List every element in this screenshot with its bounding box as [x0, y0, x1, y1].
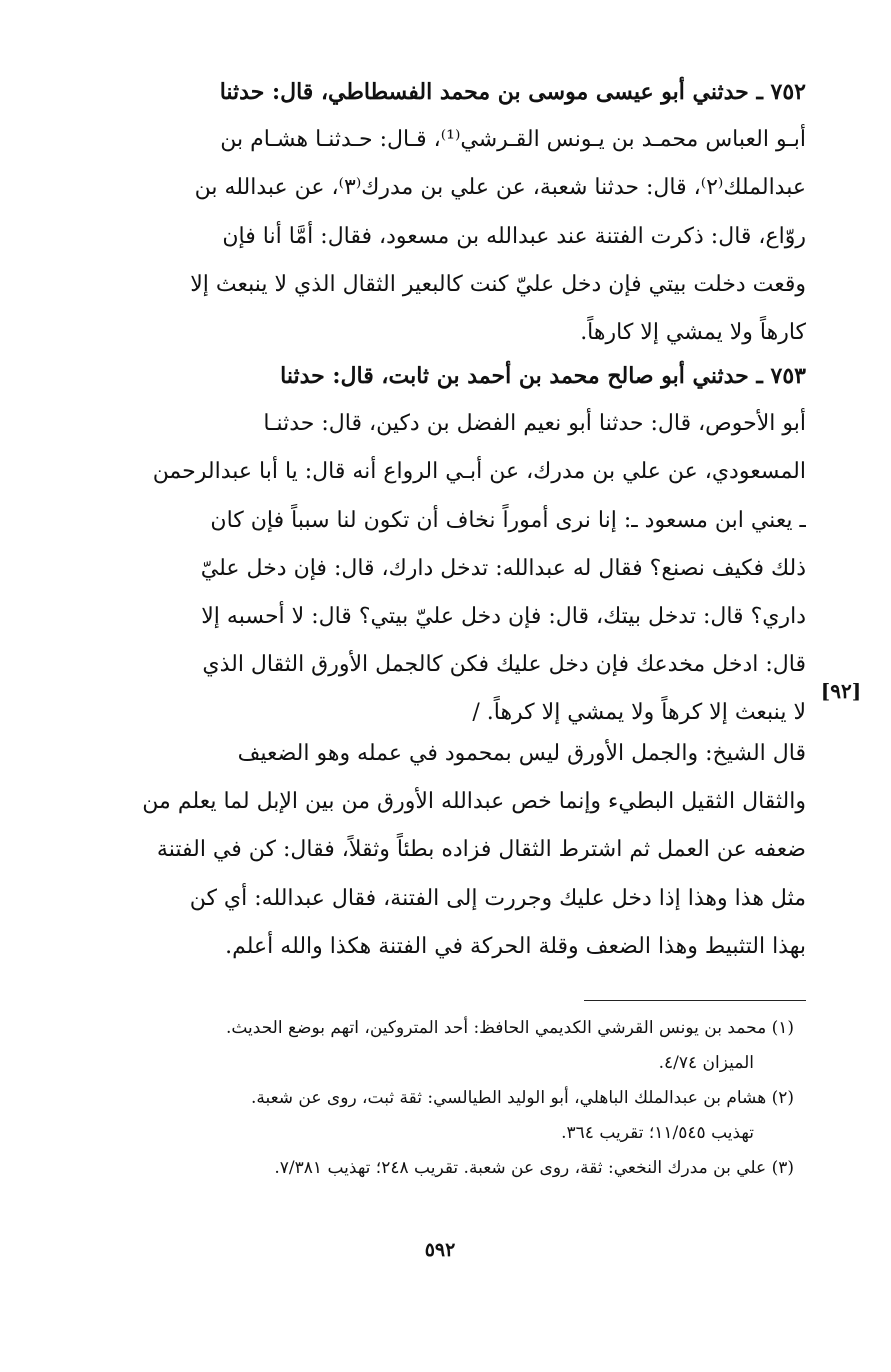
text-line: قال: ادخل مخدعك فإن دخل عليك فكن كالجمل الأورق الثقال الذي [202, 652, 806, 678]
text-line: بهذا التثبيط وهذا الضعف وقلة الحركة في الفتنة هكذا والله أعلم. [225, 933, 806, 959]
text-line: أبـو العباس محمـد بن يـونس القـرشي⁽¹⁾، قـال: حـدثنـا هشـام بن [220, 127, 806, 153]
text-line: ذلك فكيف نصنع؟ فقال له عبدالله: تدخل دارك، قال: فإن دخل عليّ [200, 555, 806, 581]
text-line: أبو الأحوص، قال: حدثنا أبو نعيم الفضل بن دكين، قال: حدثنـا [263, 411, 806, 437]
text-line: روّاع، قال: ذكرت الفتنة عند عبدالله بن مسعود، فقال: أمَّا أنا فإن [222, 223, 806, 249]
hadith-752-paragraph [82, 68, 806, 357]
page-number: ٥٩٢ [424, 1239, 456, 1261]
manuscript-folio-marker: [٩٢] [820, 679, 862, 703]
text-line: مثل هذا وهذا إذا دخل عليك وجررت إلى الفتنة، فقال عبدالله: أي كن [189, 885, 806, 911]
text-line: ٧٥٢ ـ حدثني أبو عيسى موسى بن محمد الفسطاطي، قال: حدثنا [219, 79, 806, 105]
footnote-1: (١) محمد بن يونس القرشي الكديمي الحافظ: أحد المتروكين، اتهم بوضع الحديث. [225, 1018, 794, 1038]
text-line: والثقال الثقيل البطيء وإنما خص عبدالله الأورق من بين الإبل لما يعلم من [142, 789, 806, 815]
text-line: قال الشيخ: والجمل الأورق ليس بمحمود في عمله وهو الضعيف [237, 741, 806, 766]
text-line: ـ يعني ابن مسعود ـ: إنا نرى أموراً نخاف أن تكون لنا سبباً فإن كان [210, 507, 806, 533]
commentary-paragraph [82, 730, 806, 971]
text-line: عبدالملك⁽٢⁾، قال: حدثنا شعبة، عن علي بن مدرك⁽٣⁾، عن عبدالله بن [194, 175, 806, 201]
text-line: داري؟ قال: تدخل بيتك، قال: فإن دخل عليّ بيتي؟ قال: لا أحسبه إلا [201, 603, 806, 629]
text-line: كارهاً ولا يمشي إلا كارهاً. [580, 319, 806, 345]
text-line: المسعودي، عن علي بن مدرك، عن أبـي الرواع أنه قال: يا أبا عبدالرحمن [152, 459, 806, 485]
footnote-2: (٢) هشام بن عبدالملك الباهلي، أبو الوليد الطيالسي: ثقة ثبت، روى عن شعبة. [250, 1088, 794, 1108]
text-line: ٧٥٣ ـ حدثني أبو صالح محمد بن أحمد بن ثابت، قال: حدثنا [280, 363, 806, 389]
footnote-2-continuation: تهذيب ١١/٥٤٥؛ تقريب ٣٦٤. [561, 1123, 754, 1143]
text-line: ضعفه عن العمل ثم اشترط الثقال فزاده بطئاً وثقلاً، فقال: كن في الفتنة [156, 837, 806, 863]
text-line: لا ينبعث إلا كرهاً ولا يمشي إلا كرهاً. / [472, 700, 806, 726]
footnotes-section [92, 1011, 794, 1186]
text-line: وقعت دخلت بيتي فإن دخل عليّ كنت كالبعير الثقال الذي لا ينبعث إلا [190, 271, 806, 297]
hadith-753-paragraph [82, 352, 806, 738]
footnote-1-continuation: الميزان ٤/٧٤. [658, 1053, 754, 1073]
footnote-3: (٣) علي بن مدرك النخعي: ثقة، روى عن شعبة. تقريب ٢٤٨؛ تهذيب ٧/٣٨١. [274, 1158, 794, 1178]
footnote-divider [584, 1000, 806, 1001]
